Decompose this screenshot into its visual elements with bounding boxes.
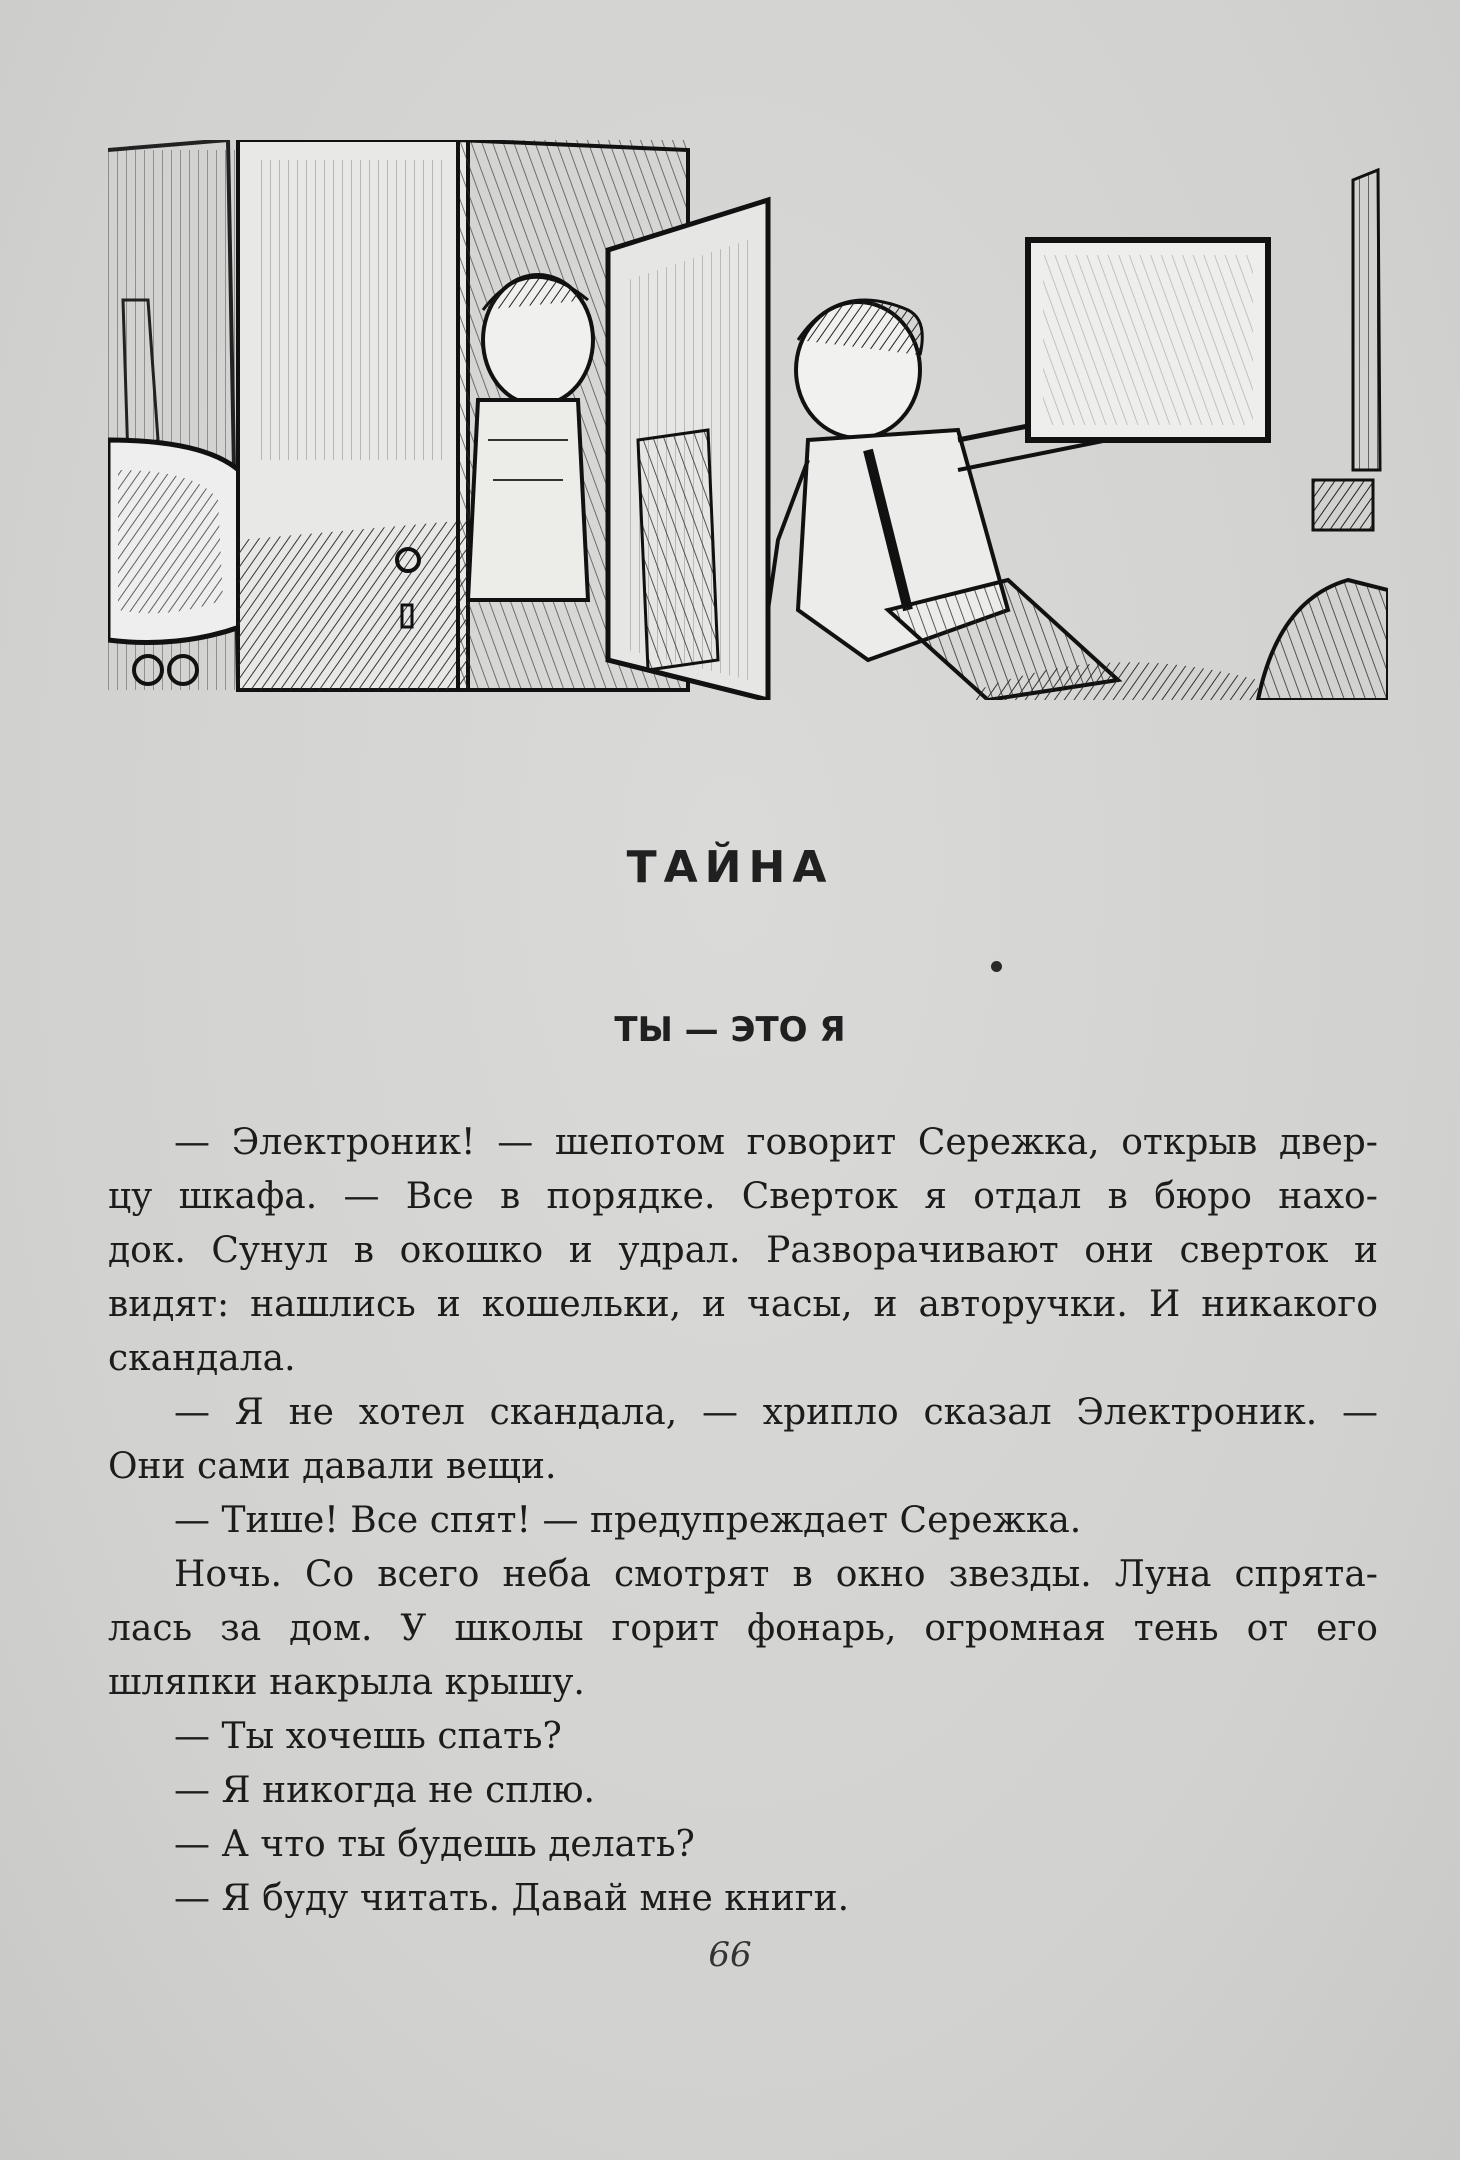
word: никакого [1201,1284,1378,1325]
word: его [1316,1608,1378,1649]
word: Они [108,1446,186,1487]
word: — [497,1122,534,1163]
word: — [343,1176,380,1217]
text-line [108,1116,1378,1170]
word: никогда [262,1770,417,1811]
word: сплю. [485,1770,595,1811]
word: Я [234,1392,264,1433]
text-line [108,1710,1378,1764]
word: Электроник! [231,1122,476,1163]
word: отдал [973,1176,1082,1217]
word: огромная [924,1608,1106,1649]
word: дом. [289,1608,373,1649]
word: смотрят [613,1554,770,1595]
text-line [108,1818,1378,1872]
word: предупреждает [590,1500,889,1541]
word: шепотом [554,1122,725,1163]
text-line [108,1494,1378,1548]
word: Луна [1114,1554,1212,1595]
chapter-title: ТАЙНА [626,842,834,893]
word: что [260,1824,326,1865]
word: в [1107,1176,1128,1217]
word: порядке. [546,1176,716,1217]
word: книги. [724,1878,850,1919]
word: хрипло [762,1392,899,1433]
word: они [1084,1230,1154,1271]
word: за [220,1608,262,1649]
word: всего [377,1554,480,1595]
word: — [1341,1392,1378,1433]
word: в [353,1230,375,1271]
text-line [108,1278,1378,1332]
word: Со [304,1554,355,1595]
body-text [108,1116,1378,1926]
word: ты [337,1824,386,1865]
word: Давай [511,1878,628,1919]
word: бюро [1154,1176,1252,1217]
word: не [428,1770,474,1811]
word: Все [350,1500,419,1541]
word: скандала, [489,1392,678,1433]
word: двер- [1279,1122,1378,1163]
word: и [702,1284,727,1325]
word: авторучки. [918,1284,1128,1325]
word: сказал [923,1392,1052,1433]
word: — [174,1500,210,1541]
word: Сунул [211,1230,329,1271]
word: вещи. [445,1446,557,1487]
illustration [108,140,1388,700]
word: шкафа. [178,1176,318,1217]
word: буду [262,1878,349,1919]
word: — [701,1392,738,1433]
word: и [1353,1230,1378,1271]
word: горит [611,1608,720,1649]
word: мне [639,1878,713,1919]
word: я [924,1176,947,1217]
word: Все [405,1176,474,1217]
word: Электроник. [1076,1392,1318,1433]
word: А [221,1824,249,1865]
word: тень [1133,1608,1219,1649]
word: — [174,1770,210,1811]
word: давали [302,1446,435,1487]
word: — [174,1824,210,1865]
text-line [108,1764,1378,1818]
text-line [108,1872,1378,1926]
word: нашлись [250,1284,416,1325]
word: лась [108,1608,193,1649]
word: кошельки, [481,1284,682,1325]
word: в [499,1176,521,1217]
word: удрал. [618,1230,741,1271]
word: сверток [1179,1230,1329,1271]
word: нахо- [1278,1176,1378,1217]
word: накрыла [269,1662,434,1703]
word: говорит [746,1122,897,1163]
word: и [873,1284,898,1325]
word: делать? [548,1824,695,1865]
text-line [108,1332,1378,1386]
word: — [542,1500,579,1541]
word: спят! [429,1500,531,1541]
word: будешь [397,1824,537,1865]
word: И [1148,1284,1181,1325]
word: спрята- [1234,1554,1378,1595]
word: звезды. [948,1554,1092,1595]
text-line [108,1386,1378,1440]
word: Я [221,1878,251,1919]
word: не [288,1392,334,1433]
word: часы, [747,1284,853,1325]
text-line [108,1548,1378,1602]
word: спать? [437,1716,562,1757]
text-line [108,1602,1378,1656]
word: хотел [358,1392,465,1433]
word: У [400,1608,427,1649]
word: от [1246,1608,1289,1649]
word: Ты [221,1716,275,1757]
word: фонарь, [747,1608,897,1649]
page-number: 66 [708,1935,752,1975]
word: открыв [1121,1122,1258,1163]
word: Тише! [221,1500,339,1541]
word: — [174,1392,210,1433]
word: школы [454,1608,584,1649]
ornament-dot [991,961,1002,972]
word: док. [108,1230,186,1271]
word: неба [502,1554,591,1595]
word: Сережка, [917,1122,1100,1163]
word: окошко [399,1230,544,1271]
word: Я [221,1770,251,1811]
word: шляпки [108,1662,258,1703]
word: скандала. [108,1338,296,1379]
word: видят: [108,1284,230,1325]
text-line [108,1440,1378,1494]
section-title: ТЫ — ЭТО Я [614,1010,846,1050]
word: крышу. [444,1662,585,1703]
word: и [568,1230,593,1271]
word: — [174,1122,210,1163]
word: Разворачивают [766,1230,1059,1271]
word: Сережка. [899,1500,1082,1541]
word: цу [108,1176,153,1217]
text-line [108,1656,1378,1710]
word: Сверток [741,1176,898,1217]
text-line [108,1170,1378,1224]
word: и [436,1284,461,1325]
word: хочешь [285,1716,426,1757]
text-line [108,1224,1378,1278]
word: окно [835,1554,926,1595]
word: — [174,1878,210,1919]
word: читать. [359,1878,500,1919]
word: в [792,1554,813,1595]
word: Ночь. [174,1554,282,1595]
word: — [174,1716,210,1757]
word: сами [197,1446,291,1487]
